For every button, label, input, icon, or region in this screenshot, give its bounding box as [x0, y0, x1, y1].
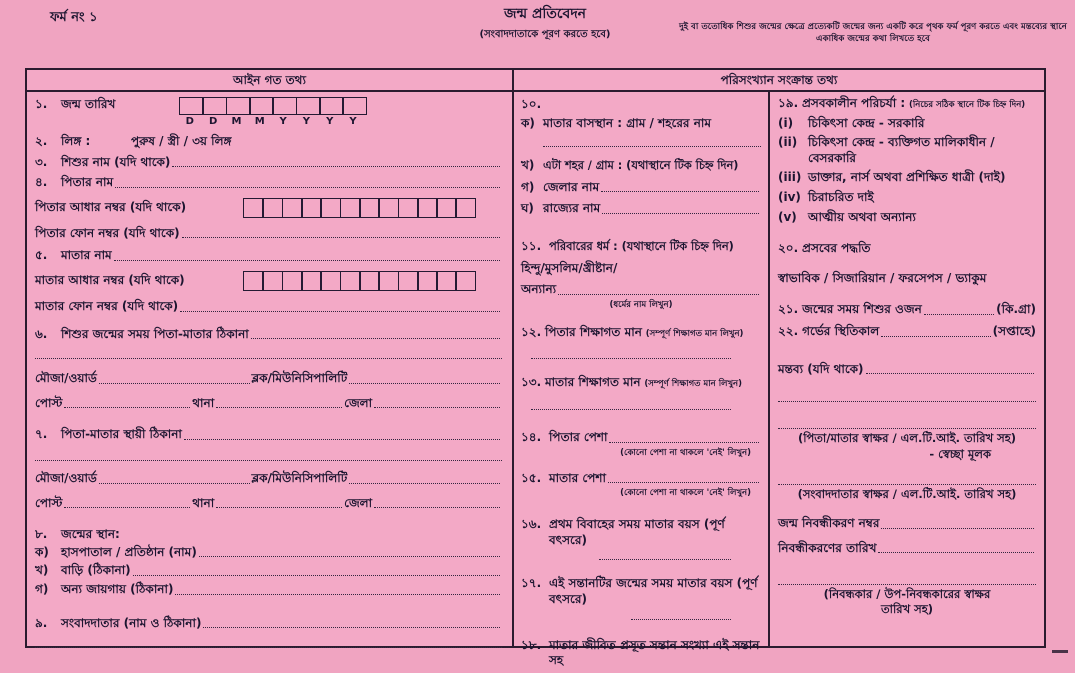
item-11-number: ১১.	[521, 238, 542, 253]
item-18-number: ১৮.	[521, 637, 542, 652]
date-box	[179, 97, 204, 115]
father-education-row	[521, 325, 761, 341]
education-hint: (সম্পূর্ণ শিক্ষাগত মান লিখুন)	[644, 379, 743, 390]
mouja-label: মৌজা/ওয়ার্ড	[35, 371, 97, 386]
thana-field	[216, 405, 342, 408]
mouja-field	[99, 381, 250, 384]
birth-weight-row	[778, 302, 1036, 318]
house-label: বাড়ি (ঠিকানা)	[61, 563, 131, 578]
item-6-number: ৬.	[35, 326, 48, 341]
item-22-number: ২২.	[778, 323, 799, 338]
mother-occupation-field	[608, 480, 759, 483]
item-21-number: ২১.	[778, 302, 799, 317]
father-aadhaar-row	[35, 198, 502, 218]
date-box	[342, 97, 367, 115]
post-label: পোস্ট	[35, 495, 63, 510]
birth-date-label: জন্ম তারিখ	[61, 97, 116, 111]
care-option-row	[778, 170, 1036, 186]
mother-residence-field	[543, 144, 761, 147]
sub-b-number: খ)	[35, 563, 49, 578]
gestation-field	[881, 334, 990, 337]
date-letter: Y	[279, 116, 287, 127]
mother-education-label: মাতার শিক্ষাগত মান	[544, 375, 641, 390]
aadhaar-box	[340, 198, 361, 218]
registrar-signature-line	[778, 582, 1036, 585]
sub-b-number: খ)	[521, 158, 535, 173]
page-corner-mark	[1052, 650, 1068, 653]
aadhaar-box	[320, 198, 341, 218]
zila-field	[374, 505, 500, 508]
mother-name-field	[114, 258, 500, 261]
age-at-birth-field	[631, 617, 731, 620]
date-letter: M	[254, 116, 265, 127]
other-place-field	[175, 592, 500, 595]
informant-field	[203, 625, 500, 628]
aadhaar-box	[455, 271, 476, 291]
birth-address-label: শিশুর জন্মের সময় পিতা-মাতার ঠিকানা	[61, 326, 249, 341]
hospital-row	[35, 545, 502, 561]
sex-row	[35, 134, 502, 150]
sub-a-number: ক)	[35, 544, 49, 559]
district-label: জেলার নাম	[543, 179, 600, 194]
informant-label: সংবাদদাতার (নাম ও ঠিকানা)	[61, 615, 202, 630]
care-option-label: চিরাচরিত দাই	[808, 189, 874, 204]
gestation-unit: (সপ্তাহে)	[992, 323, 1036, 338]
aadhaar-box	[436, 271, 457, 291]
mouja-field	[99, 481, 250, 484]
aadhaar-box	[301, 198, 322, 218]
delivery-method-row	[778, 241, 1036, 257]
house-row	[35, 563, 502, 579]
page-title: জন্ম প্রতিবেদন	[503, 6, 587, 22]
other-place-row	[35, 582, 502, 598]
item-12-number: ১২.	[521, 324, 542, 339]
father-name-row	[35, 175, 502, 191]
mother-phone-label: মাতার ফোন নম্বর (যদি থাকে)	[35, 298, 179, 313]
aadhaar-box	[320, 271, 341, 291]
post-field	[64, 405, 190, 408]
birth-address-row	[35, 327, 502, 343]
religion-row	[521, 239, 761, 255]
care-option-number: (ii)	[778, 135, 798, 150]
birth-post-row	[35, 396, 502, 412]
children-count-row	[521, 638, 761, 669]
remarks-label: মন্তব্য (যদি থাকে)	[778, 361, 864, 376]
parent-signature-caption: (পিতা/মাতার স্বাক্ষর / এল.টি.আই. তারিখ সহ)	[797, 431, 1017, 446]
child-name-field	[172, 164, 500, 167]
item-3-number: ৩.	[35, 154, 48, 169]
voluntary-note: - স্বেচ্ছা মূলক	[929, 447, 991, 462]
father-occupation-label: পিতার পেশা	[549, 429, 608, 444]
registration-date-label: নিবন্ধীকরণের তারিখ	[778, 540, 877, 555]
father-phone-label: পিতার ফোন নম্বর (যদি থাকে)	[35, 225, 180, 240]
father-occupation-row	[521, 430, 761, 446]
block-field	[349, 481, 500, 484]
age-first-marriage-row	[521, 517, 761, 548]
item-5-number: ৫.	[35, 248, 48, 263]
religion-other-label: অন্যান্য	[521, 282, 557, 297]
registrar-signature-caption-line1: (নিবন্ধকার / উপ-নিবন্ধকারের স্বাক্ষর	[823, 587, 991, 602]
age-at-birth-row	[521, 576, 761, 607]
mother-residence-label: মাতার বাসস্থান : গ্রাম / শহরের নাম	[543, 115, 712, 130]
aadhaar-box	[262, 198, 283, 218]
care-option-label: চিকিৎসা কেন্দ্র - সরকারি	[808, 115, 925, 130]
item-4-number: ৪.	[35, 175, 48, 190]
aadhaar-box	[243, 271, 264, 291]
birth-weight-label: জন্মের সময় শিশুর ওজন	[802, 302, 922, 317]
hospital-label: হাসপাতাল / প্রতিষ্ঠান (নাম)	[61, 544, 197, 559]
zila-label: জেলা	[344, 395, 373, 410]
sex-label: লিঙ্গ :	[61, 134, 91, 148]
date-box	[202, 97, 227, 115]
father-name-field	[115, 185, 500, 188]
religion-label: পরিবারের ধর্ম : (যথাস্থানে টিক চিহ্ন দিন)	[549, 239, 734, 253]
item-20-number: ২০.	[778, 241, 799, 256]
informant-field-line2	[35, 645, 502, 648]
remarks-row	[778, 362, 1036, 378]
other-place-label: অন্য জায়গায় (ঠিকানা)	[61, 581, 174, 596]
care-option-number: (v)	[778, 209, 797, 224]
date-box	[226, 97, 251, 115]
registration-number-field	[881, 526, 1034, 529]
aadhaar-box	[340, 271, 361, 291]
form-title-block	[380, 2, 710, 44]
block-field	[349, 381, 500, 384]
state-row	[521, 201, 761, 217]
informant-row	[35, 616, 502, 632]
statistical-column	[514, 92, 770, 668]
birth-place-label: জন্মের স্থান:	[61, 527, 120, 542]
mouja-label: মৌজা/ওয়ার্ড	[35, 470, 97, 485]
care-option-number: (iv)	[778, 189, 801, 204]
aadhaar-box	[359, 271, 380, 291]
aadhaar-box	[417, 198, 438, 218]
father-aadhaar-label: পিতার আধার নম্বর (যদি থাকে)	[35, 199, 187, 214]
mother-aadhaar-label: মাতার আধার নম্বর (যদি থাকে)	[35, 273, 185, 288]
natal-care-hint: (নিচের সঠিক স্থানে টিক চিহ্ন দিন)	[908, 100, 1026, 110]
town-village-label: এটা শহর / গ্রাম : (যথাস্থানে টিক চিহ্ন দিন)	[543, 159, 739, 173]
table-header-row	[27, 70, 1044, 92]
delivery-method-label: প্রসবের পদ্ধতি	[802, 241, 871, 256]
delivery-method-options: স্বাভাবিক / সিজারিয়ান / ফরসেপস / ভ্যাকুম	[778, 270, 987, 285]
age-first-marriage-label: প্রথম বিবাহের সময় মাতার বয়স (পূর্ণ বৎসরে)	[549, 517, 725, 547]
occupation-hint: (কোনো পেশা না থাকলে 'নেই' লিখুন)	[620, 447, 751, 458]
town-village-row	[521, 158, 761, 174]
aadhaar-box	[378, 198, 399, 218]
informant-signature-line	[778, 482, 1036, 485]
date-letter: Y	[326, 116, 334, 127]
birth-place-row	[35, 527, 502, 543]
block-label: ব্লক/মিউনিসিপালিটি	[251, 470, 348, 485]
date-box	[249, 97, 274, 115]
date-letter: Y	[349, 116, 357, 127]
table-body	[27, 92, 1044, 668]
item-9-number: ৯.	[35, 615, 48, 630]
item-19-number: ১৯.	[778, 96, 799, 110]
zila-label: জেলা	[344, 495, 373, 510]
perm-address-field	[184, 437, 500, 440]
house-field	[133, 573, 500, 576]
date-box	[296, 97, 321, 115]
aadhaar-box	[262, 271, 283, 291]
occupation-hint: (কোনো পেশা না থাকলে 'নেই' লিখুন)	[620, 488, 751, 499]
mother-phone-field	[180, 309, 500, 312]
district-field	[601, 189, 759, 192]
post-label: পোস্ট	[35, 395, 63, 410]
statistical-info-header: পরিসংখ্যান সংক্রান্ত তথ্য	[720, 73, 838, 87]
registration-date-field	[878, 550, 1034, 553]
father-aadhaar-boxes	[243, 198, 476, 218]
multiple-birth-instruction: দুই বা ততোধিক শিশুর জন্মের ক্ষেত্রে প্রত্যেকটি জন্মের জন্য একটি করে পৃথক ফর্ম পূরণ করতে এবং মন্তব্যের স্থানে একাধিক জন্মের কথা লিখতে হবে	[679, 22, 1067, 44]
father-education-field	[531, 356, 731, 359]
age-at-birth-label: এই সন্তানটির জন্মের সময় মাতার বয়স (পূর্ণ বৎসরে)	[549, 576, 758, 607]
aadhaar-box	[398, 271, 419, 291]
aadhaar-box	[417, 271, 438, 291]
legal-info-header: আইন গত তথ্য	[27, 70, 514, 90]
sub-a-number: ক)	[521, 115, 535, 130]
state-label: রাজ্যের নাম	[543, 201, 601, 216]
registrar-signature-caption-line2: তারিখ সহ)	[880, 602, 934, 617]
care-option-label: ডাক্তার, নার্স অথবা প্রশিক্ষিত ধাত্রী (দাই)	[808, 170, 1006, 185]
natal-care-label: প্রসবকালীন পরিচর্যা :	[801, 96, 906, 110]
natal-care-row	[778, 96, 1036, 112]
aadhaar-box	[301, 271, 322, 291]
item-2-number: ২.	[35, 134, 48, 148]
date-box	[272, 97, 297, 115]
aadhaar-box	[436, 198, 457, 218]
care-option-row	[778, 210, 1036, 226]
birth-mouja-row	[35, 371, 502, 387]
education-hint: (সম্পূর্ণ শিক্ষাগত মান লিখুন)	[645, 328, 744, 339]
zila-field	[374, 405, 500, 408]
date-box-row	[179, 97, 367, 115]
mother-name-row	[35, 248, 502, 264]
aadhaar-box	[282, 198, 303, 218]
mother-residence-row	[521, 116, 761, 132]
children-count-label: মাতার জীবিত প্রসূত সন্তান সংখ্যা এই সন্তান সহ	[549, 637, 760, 668]
perm-address-label: পিতা-মাতার স্থায়ী ঠিকানা	[61, 427, 182, 442]
father-education-label: পিতার শিক্ষাগত মান	[544, 324, 642, 339]
item-1-number: ১.	[35, 97, 48, 111]
item-14-number: ১৪.	[521, 429, 542, 444]
mother-aadhaar-boxes	[243, 271, 476, 291]
child-name-row	[35, 155, 502, 171]
mother-occupation-label: মাতার পেশা	[549, 470, 606, 485]
form-number: ফর্ম নং ১	[50, 10, 98, 25]
aadhaar-box	[243, 198, 264, 218]
date-letter: Y	[302, 116, 310, 127]
perm-address-row	[35, 427, 502, 443]
item-10-number: ১০.	[521, 97, 542, 111]
sex-options: পুরুষ / স্ত্রী / ৩য় লিঙ্গ	[131, 134, 232, 148]
birth-date-row	[35, 97, 502, 128]
care-column	[770, 92, 1044, 646]
perm-address-field-line2	[35, 458, 502, 461]
care-option-row	[778, 135, 1036, 166]
item-15-number: ১৫.	[521, 470, 542, 485]
aadhaar-box	[359, 198, 380, 218]
gestation-row	[778, 324, 1036, 340]
date-letter-row	[179, 115, 367, 128]
father-name-label: পিতার নাম	[61, 175, 114, 190]
child-name-label: শিশুর নাম (যদি থাকে)	[61, 154, 171, 169]
father-phone-field	[182, 235, 500, 238]
aadhaar-box	[398, 198, 419, 218]
age-first-marriage-field	[599, 557, 731, 560]
hospital-field	[199, 554, 500, 557]
mother-education-row	[521, 375, 761, 391]
perm-mouja-row	[35, 471, 502, 487]
birth-weight-unit: (কি.গ্রা)	[996, 302, 1036, 317]
mother-name-label: মাতার নাম	[61, 248, 112, 263]
form-table	[25, 68, 1046, 668]
care-option-row	[778, 116, 1036, 132]
thana-label: থানা	[192, 395, 215, 410]
father-phone-row	[35, 226, 502, 242]
block-label: ব্লক/মিউনিসিপালিটি	[251, 371, 348, 386]
perm-post-row	[35, 496, 502, 512]
sub-c-number: গ)	[35, 581, 49, 596]
care-option-label: চিকিৎসা কেন্দ্র - ব্যক্তিগত মালিকাধীন / বেসরকারি	[808, 135, 995, 165]
parent-signature-line	[778, 426, 1036, 429]
mother-education-field	[531, 407, 731, 410]
registration-date-row	[778, 541, 1036, 557]
aadhaar-box	[455, 198, 476, 218]
care-option-row	[778, 190, 1036, 206]
sub-d-number: ঘ)	[521, 201, 534, 216]
date-letter: D	[208, 116, 218, 127]
registration-number-label: জন্ম নিবন্ধীকরণ নম্বর	[778, 515, 880, 530]
mother-phone-row	[35, 299, 502, 315]
thana-label: থানা	[192, 495, 215, 510]
religion-other-field	[558, 292, 759, 295]
religion-hint: (ধর্মের নাম লিখুন)	[609, 299, 673, 310]
birth-address-field-line2	[35, 356, 502, 359]
item-8-number: ৮.	[35, 527, 48, 542]
remarks-field-line2	[778, 399, 1036, 402]
item-16-number: ১৬.	[521, 517, 542, 532]
registration-number-row	[778, 516, 1036, 532]
birth-weight-field	[924, 312, 994, 315]
state-field	[602, 211, 759, 214]
informant-signature-caption: (সংবাদদাতার স্বাক্ষর / এল.টি.আই. তারিখ সহ)	[797, 487, 1017, 501]
mother-aadhaar-row	[35, 271, 502, 291]
religion-options: হিন্দু/মুসলিম/খ্রীষ্টান/	[521, 260, 618, 275]
legal-info-column	[27, 92, 514, 646]
post-field	[64, 505, 190, 508]
religion-other-row	[521, 282, 761, 298]
father-occupation-field	[609, 440, 759, 443]
sub-c-number: গ)	[521, 179, 535, 194]
aadhaar-box	[282, 271, 303, 291]
remarks-field	[866, 371, 1034, 374]
page-subtitle: (সংবাদদাতাকে পূরণ করতে হবে)	[479, 29, 611, 40]
date-letter: D	[185, 116, 194, 127]
aadhaar-box	[378, 271, 399, 291]
mother-occupation-row	[521, 471, 761, 487]
date-letter: M	[231, 116, 242, 127]
district-row	[521, 180, 761, 196]
care-option-label: আত্মীয় অথবা অন্যান্য	[808, 209, 916, 224]
care-option-number: (iii)	[778, 170, 802, 185]
care-option-number: (i)	[778, 115, 794, 130]
item-13-number: ১৩.	[521, 375, 542, 390]
thana-field	[216, 505, 342, 508]
date-box	[319, 97, 344, 115]
birth-date-boxes	[179, 97, 367, 128]
gestation-label: গর্ভের স্থিতিকাল	[802, 323, 880, 338]
birth-address-field	[251, 336, 500, 339]
item-7-number: ৭.	[35, 427, 48, 442]
item-17-number: ১৭.	[521, 576, 542, 591]
